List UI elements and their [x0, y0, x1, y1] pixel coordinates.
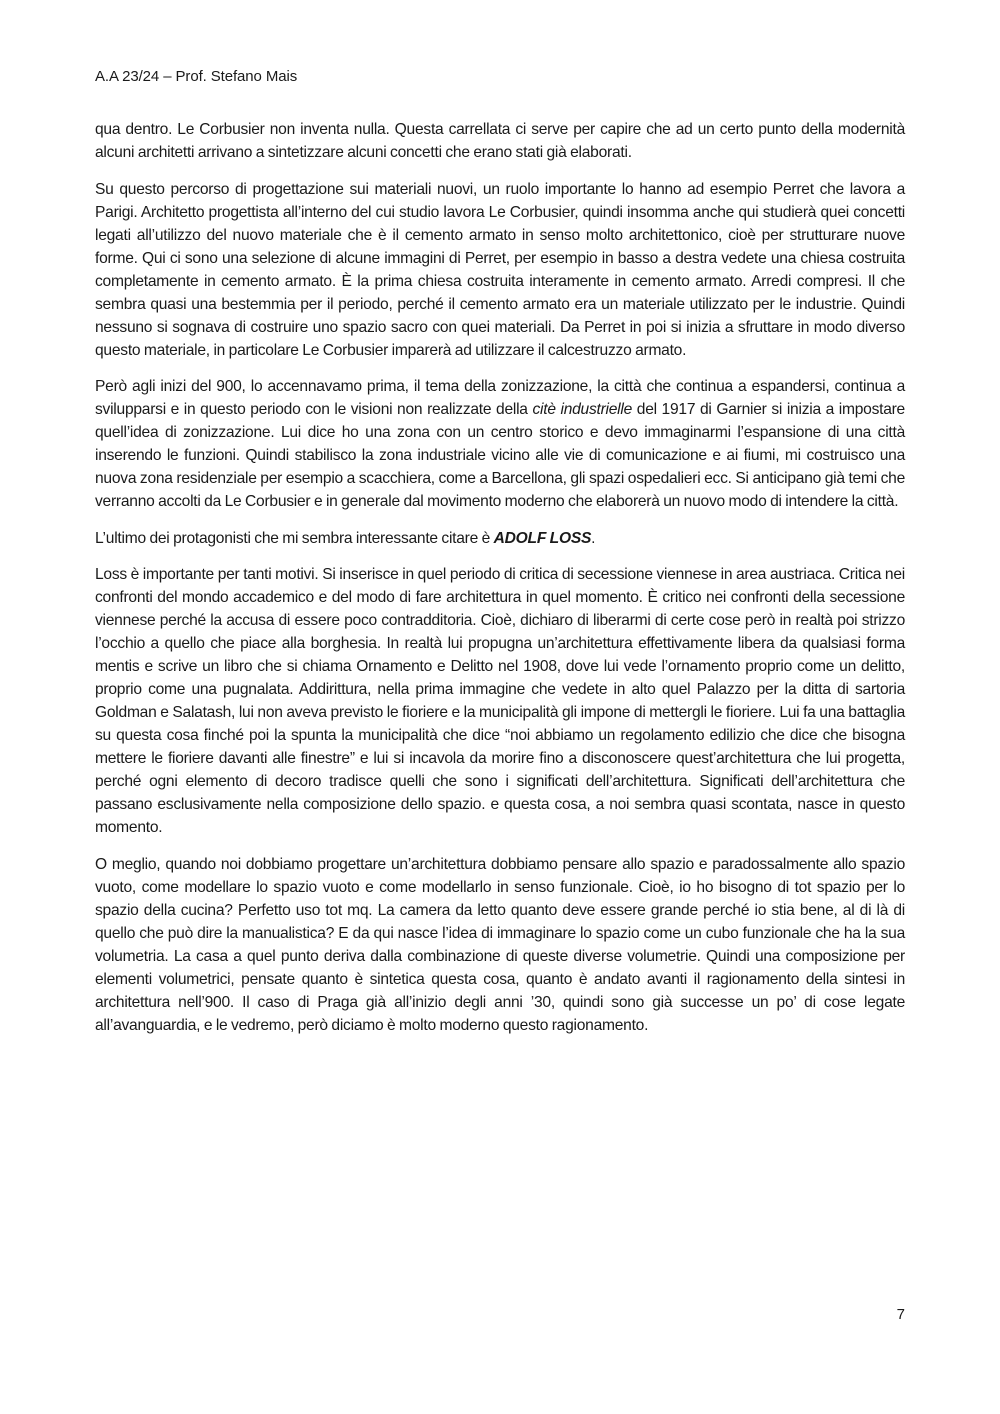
- paragraph-3-text-after: del 1917 di Garnier si inizia a impostare quell’idea di zonizzazione. Lui dice ho una zona con un centro storico e devo immaginarmi l’espansione di una città inserendo le funzioni. Quindi stabilisco la zona industriale vicino alle vie di comunicazione e ai fiumi, mi costruisco una nuova zona residenziale per esempio a scacchiera, come a Barcellona, gli spazi ospedalieri ecc. Si anticipano già temi che verranno accolti da Le Corbusier e in generale dal movimento moderno che elaborerà un nuovo modo di intendere la città.: [95, 401, 905, 510]
- paragraph-4-text-before: L’ultimo dei protagonisti che mi sembra interessante citare è: [95, 529, 494, 547]
- paragraph-3: [95, 375, 905, 513]
- page-header: A.A 23/24 – Prof. Stefano Mais: [95, 68, 298, 85]
- page-number: 7: [896, 1306, 905, 1323]
- cite-industrielle-italic: citè industrielle: [532, 401, 633, 418]
- paragraph-4-text-after: .: [591, 529, 596, 547]
- paragraph-1: qua dentro. Le Corbusier non inventa nulla. Questa carrellata ci serve per capire che ad un certo punto della modernità alcuni architetti arrivano a sintetizzare alcuni concetti che erano stati già elaborati.: [95, 121, 905, 161]
- paragraph-3-text-before: Però agli inizi del 900, lo accennavamo prima, il tema della zonizzazione, la città che continua a espandersi, continua a svilupparsi e in questo periodo con le visioni non realizzate della: [95, 378, 905, 418]
- paragraph-6: O meglio, quando noi dobbiamo progettare un’architettura dobbiamo pensare allo spazio e paradossalmente allo spazio vuoto, come modellare lo spazio vuoto e come modellarlo in senso funzionale. Cioè, io ho bisogno di tot spazio per lo spazio della cucina? Perfetto uso tot mq. La camera da letto quanto deve essere grande perché io stia bene, al di là di quello che può dire la manualistica? E da qui nasce l’idea di immaginare lo spazio come un cubo funzionale che ha la sua volumetria. La casa a quel punto deriva dalla combinazione di queste diverse volumetrie. Quindi una composizione per elementi volumetrici, pensate quanto è sintetica questa cosa, quanto è andato avanti il ragionamento della sintesi in architettura nell’900. Il caso di Praga già all’inizio degli anni ’30, quindi sono già successe un po’ di cose legate all’avanguardia, e le vedremo, però diciamo è molto moderno questo ragionamento.: [95, 855, 905, 1034]
- adolf-loss-bold: ADOLF LOSS: [493, 529, 592, 547]
- paragraph-5: Loss è importante per tanti motivi. Si inserisce in quel periodo di critica di secessione viennese in area austriaca. Critica nei confronti del mondo accademico e del modo di fare architettura in quel momento. È critico nei confronti della secessione viennese perché la accusa di essere poco contradditoria. Cioè, dichiaro di liberarmi di certe cose però in realtà poi strizzo l’occhio a quello che piace alla borghesia. In realtà lui propugna un’architettura effettivamente libera da qualsiasi forma mentis e scrive un libro che si chiama Ornamento e Delitto nel 1908, dove lui vede l’ornamento proprio come un delitto, proprio come una pugnalata. Addirittura, nella prima immagine che vedete in alto quel Palazzo per la ditta di sartoria Goldman e Salatash, lui non aveva previsto le fioriere e la municipalità gli impone di mettergli le fioriere. Lui fa una battaglia su questa cosa finché poi la spunta la municipalità che dice “noi abbiamo un regolamento edilizio che dice che bisogna mettere le fioriere davanti alle finestre” e lui si incavola da morire fino a disconoscere quest’architettura che lui progetta, perché ogni elemento di decoro tradisce quelli che sono i significati dell’architettura. Significati dell’architettura che passano esclusivamente nella composizione dello spazio. e questa cosa, a noi sembra quasi scontata, nasce in questo momento.: [95, 566, 905, 836]
- paragraph-4: [95, 527, 905, 550]
- paragraph-2: Su questo percorso di progettazione sui materiali nuovi, un ruolo importante lo hanno ad esempio Perret che lavora a Parigi. Architetto progettista all’interno del cui studio lavora Le Corbusier, quindi insomma anche qui studierà quei concetti legati all’utilizzo del nuovo materiale che è il cemento armato in senso molto architettonico, cioè per strutturare nuove forme. Qui ci sono una selezione di alcune immagini di Perret, per esempio in basso a destra vedete una chiesa costruita completamente in cemento armato. È la prima chiesa costruita interamente in cemento armato. Arredi compresi. Il che sembra quasi una bestemmia per il periodo, perché il cemento armato era un materiale utilizzato per le industrie. Quindi nessuno si sognava di costruire uno spazio sacro con quei materiali. Da Perret in poi si inizia a sfruttare in modo diverso questo materiale, in particolare Le Corbusier imparerà ad utilizzare il calcestruzzo armato.: [95, 180, 905, 359]
- document-body: [95, 118, 905, 1050]
